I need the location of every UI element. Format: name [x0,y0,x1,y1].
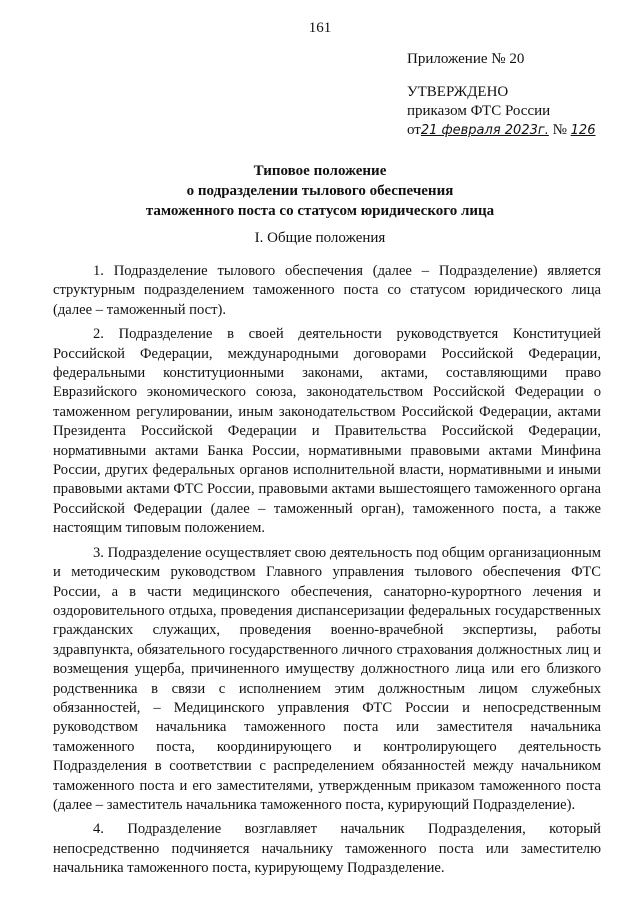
number-sign: № [552,122,567,138]
title-line-3: таможенного поста со статусом юридического лица [145,203,495,219]
paragraph-2: 2. Подразделение в своей деятельности руководствуется Конституцией Российской Федерации, международными договорами Российской Федерации, федеральными конституционными законами, актами, составляющими право Евразийского экономического союза, законодательством Российской Федерации о таможенном регулировании, иным законодательством Российской Федерации, актами Президента Российской Федерации и Правительства Российской Федерации, нормативными актами Банка России, нормативными правовыми актами Минфина России, других федеральных органов исполнительной власти, нормативными и иными правовыми актами ФТС России, правовыми актами вышестоящего таможенного органа Российской Федерации (далее – таможенный орган), таможенного поста, а также настоящим типовым положением. [53,326,601,537]
paragraph-4: 4. Подразделение возглавляет начальник Подразделения, который непосредственно подчиняется начальнику таможенного поста или заместителю начальника таможенного поста, курирующему Подразделение. [53,821,601,877]
page-number: 161 [308,20,332,36]
date-prefix: от [407,122,421,138]
decree-date: 21 февраля 2023г. [420,123,549,138]
order-line: приказом ФТС России [407,103,551,119]
decree-number: 126 [570,123,596,138]
approval-block [407,50,595,140]
approved-label: УТВЕРЖДЕНО [407,84,509,100]
paragraph-1: 1. Подразделение тылового обеспечения (далее – Подразделение) является структурным подразделением таможенного поста со статусом юридического лица (далее – таможенный пост). [53,263,601,318]
title-line-2: о подразделении тылового обеспечения [186,183,454,199]
document-body [53,262,601,884]
document-title [0,161,640,221]
decree-date-line [407,121,595,140]
section-title: I. Общие положения [254,230,386,246]
paragraph-3: 3. Подразделение осуществляет свою деятельность под общим организационным и методическим руководством Главного управления тылового обеспечения ФТС России, а в части медицинского обеспечения, санаторно-курортного лечения и оздоровительного отдыха, проведения диспансеризации федеральных государственных гражданских служащих, проведения военно-врачебной экспертизы, работы здравпункта, обязательного государственного личного страхования должностных лиц и возмещения ущерба, причиненного имуществу должностного лица или его близкого родственника в связи с исполнением этим должностным лицом служебных обязанностей, – Медицинского управления ФТС России и непосредственным руководством начальника таможенного поста или заместителя начальника таможенного поста, координирующего и контролирующего деятельность Подразделения в соответствии с распределением обязанностей между начальником таможенного поста и его заместителями, утвержденным приказом таможенного поста (далее – заместитель начальника таможенного поста, курирующий Подразделение). [53,544,601,813]
appendix-label: Приложение № 20 [407,51,525,67]
title-line-1: Типовое положение [253,163,387,179]
